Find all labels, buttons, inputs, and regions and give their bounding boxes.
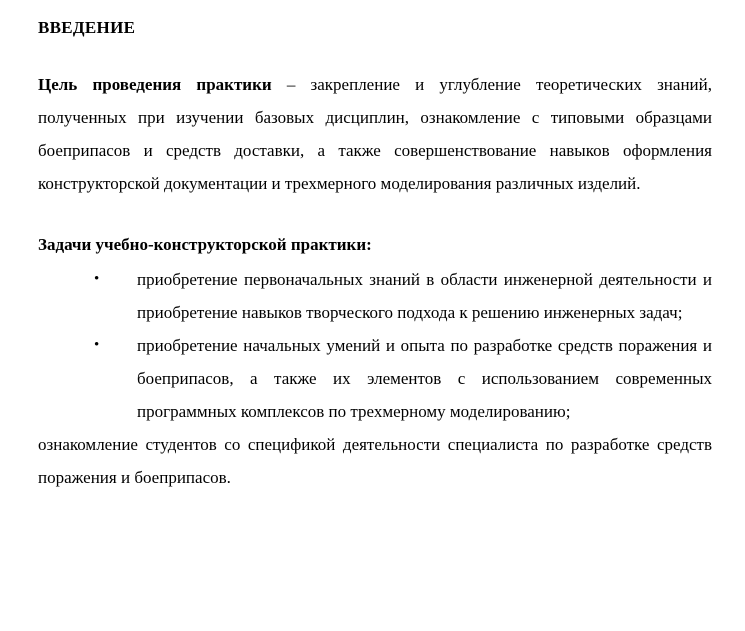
list-item bbox=[38, 329, 712, 428]
goal-paragraph-lead: Цель проведения практики bbox=[38, 75, 272, 95]
bullet-icon: • bbox=[94, 337, 100, 354]
tasks-heading: Задачи учебно-конструкторской практики: bbox=[38, 235, 372, 255]
list-item-text: приобретение первоначальных знаний в области инженерной деятельности и приобретение навыков творческого подхода к решению инженерных задач; bbox=[137, 270, 712, 323]
page-title: ВВЕДЕНИЕ bbox=[38, 18, 136, 37]
goal-paragraph-body: – закрепление и углубление теоретических знаний, полученных при изучении базовых дисциплин, ознакомление с типовыми образцами боеприпасов и средств доставки, а также совершенствование навыков оформления конструкторской документации и трехмерного моделирования различных изделий. bbox=[38, 75, 712, 194]
tasks-list bbox=[38, 263, 712, 428]
goal-paragraph bbox=[38, 68, 712, 200]
list-item bbox=[38, 263, 712, 329]
list-item-text: приобретение начальных умений и опыта по разработке средств поражения и боеприпасов, а также их элементов с использованием современных программных комплексов по трехмерному моделированию; bbox=[137, 336, 712, 422]
bullet-icon: • bbox=[94, 271, 100, 288]
closing-paragraph: ознакомление студентов со спецификой деятельности специалиста по разработке средств поражения и боеприпасов. bbox=[38, 435, 712, 488]
